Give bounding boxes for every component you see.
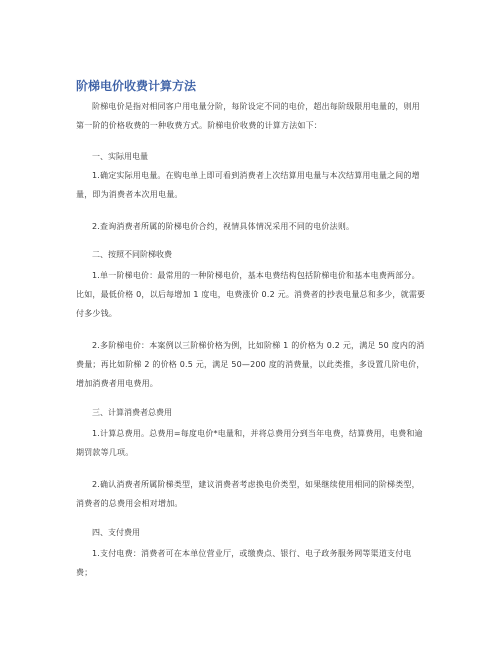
section-3-paragraph-1: 1.计算总费用。总费用=每度电价*电量和，并将总费用分到当年电费，结算费用，电费和逾期罚款等几项。 [76,429,423,457]
section-4-paragraph-1: 1.支付电费：消费者可在本单位营业厅，或缴费点、银行、电子政务服务网等渠道支付电费； [76,549,412,577]
section-2-paragraph-1: 1.单一阶梯电价：最常用的一种阶梯电价，基本电费结构包括阶梯电价和基本电费两部分。比如，最低价格 0，以后每增加 1 度电，电费涨价 0.2 元。消费者的抄表电量总和多少，就需要付多少钱。 [76,271,426,318]
section-1-paragraph-1: 1.确定实际用电量。在购电单上即可看到消费者上次结算用电量与本次结算用电量之间的增量，即为消费者本次用电量。 [76,171,420,199]
section-2-heading: 二、按照不同阶梯收费 [92,250,172,259]
section-1-paragraph-2: 2.查询消费者所属的阶梯电价合约，视情具体情况采用不同的电价法则。 [92,222,355,231]
intro-paragraph: 阶梯电价是指对相同客户用电量分阶，每阶设定不同的电价，超出每阶级限用电量的，则用第一阶的价格收费的一种收费方式。阶梯电价收费的计算方法如下： [76,102,420,130]
section-1-heading: 一、实际用电量 [92,152,148,161]
section-3-paragraph-2: 2.确认消费者所属阶梯类型，建议消费者考虑换电价类型，如果继续使用相同的阶梯类型，消费者的总费用会相对增加。 [76,480,420,508]
section-2-paragraph-2: 2.多阶梯电价：本案例以三阶梯价格为例，比如阶梯 1 的价格为 0.2 元，满足 50 度内的消费量；再比如阶梯 2 的价格 0.5 元，满足 50—200 度的消费量，以此类推，多设置几阶电价，增加消费者用电费用。 [76,341,425,388]
section-3-heading: 三、计算消费者总费用 [92,408,172,417]
document-title: 阶梯电价收费计算方法 [76,79,197,93]
section-4-heading: 四、支付费用 [92,528,140,537]
